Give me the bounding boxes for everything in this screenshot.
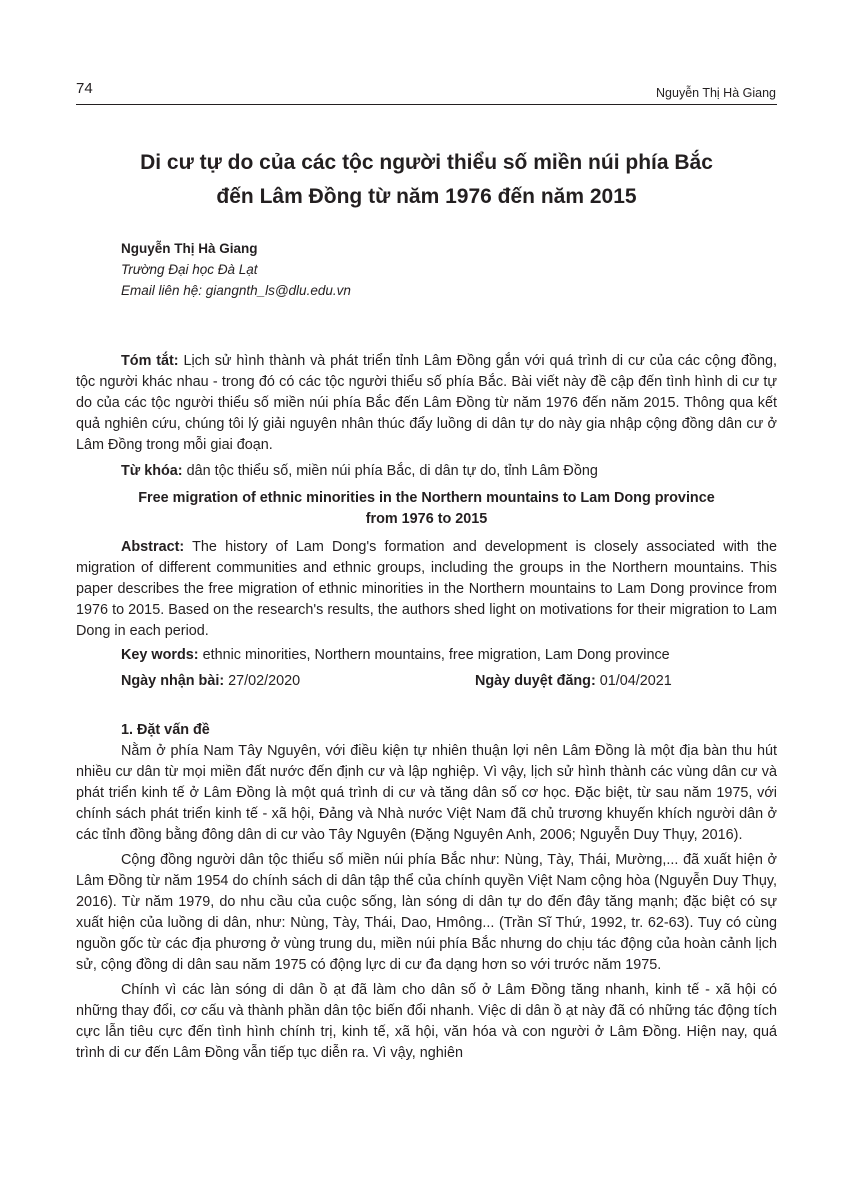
keywords-vi [121, 461, 777, 482]
section-paragraph: Nằm ở phía Nam Tây Nguyên, với điều kiện tự nhiên thuận lợi nên Lâm Đồng là một địa bàn thu hút nhiều cư dân từ mọi miền đất nước đến định cư và lập nghiệp. Vì vậy, lịch sử hình thành các vùng dân cư và phát triển kinh tế ở Lâm Đồng là một quá trình di cư và tăng dân số cơ học. Đặc biệt, từ sau năm 1975, với chính sách phát triển kinh tế - xã hội, Đảng và Nhà nước Việt Nam đã chủ trương khuyến khích người dân ở các tỉnh đồng bằng đông dân di cư vào Tây Nguyên (Đặng Nguyên Anh, 2006; Nguyễn Duy Thụy, 2016). [76, 743, 777, 843]
accepted-date [475, 671, 672, 692]
author-block [121, 238, 721, 301]
abstract-en [76, 537, 777, 642]
title-en-line-1: Free migration of ethnic minorities in the Northern mountains to Lam Dong province [138, 490, 715, 506]
header-rule [76, 104, 777, 105]
article-title-en [76, 488, 777, 530]
section-heading: 1. Đặt vấn đề [121, 722, 210, 738]
abstract-vi-label: Tóm tắt: [121, 353, 179, 369]
page-header [76, 80, 776, 104]
keywords-vi-text: dân tộc thiểu số, miền núi phía Bắc, di dân tự do, tỉnh Lâm Đồng [186, 463, 598, 479]
keywords-en [121, 645, 777, 666]
author-affiliation: Trường Đại học Đà Lạt [121, 262, 258, 277]
section-paragraph: Chính vì các làn sóng di dân ồ ạt đã làm cho dân số ở Lâm Đồng tăng nhanh, kinh tế - xã hội có những thay đổi, cơ cấu và thành phần dân tộc biến đổi nhanh. Việc di dân ồ ạt này đã có những tác động tích cực lẫn tiêu cực đến tình hình chính trị, kinh tế, xã hội, văn hóa và con người ở Lâm Đồng. Hiện nay, quá trình di cư đến Lâm Đồng vẫn tiếp tục diễn ra. Vì vậy, nghiên [76, 982, 777, 1061]
section-paragraph: Cộng đồng người dân tộc thiểu số miền núi phía Bắc như: Nùng, Tày, Thái, Mường,... đã xuất hiện ở Lâm Đồng từ năm 1954 do chính sách di dân tập thể của chính quyền Việt Nam cộng hòa (Nguyễn Duy Thụy, 2016). Từ năm 1979, do nhu cầu của cuộc sống, làn sóng di dân tự do đến đây tăng mạnh; đặc biệt có sự xuất hiện của luồng di dân, như: Nùng, Tày, Thái, Dao, Hmông... (Trần Sĩ Thứ, 1992, tr. 62-63). Tuy có cùng nguồn gốc từ các địa phương ở vùng trung du, miền núi phía Bắc nhưng do chịu tác động của hoàn cảnh lịch sử, cộng đồng di dân sau năm 1975 có động lực di cư đa dạng hơn so với trước năm 1975. [76, 852, 777, 973]
author-name: Nguyễn Thị Hà Giang [121, 241, 258, 256]
title-vi-line-2: đến Lâm Đồng từ năm 1976 đến năm 2015 [216, 185, 637, 208]
section-body [76, 741, 777, 1068]
abstract-en-label: Abstract: [121, 539, 185, 555]
keywords-en-label: Key words: [121, 647, 199, 663]
accepted-value: 01/04/2021 [599, 673, 672, 689]
abstract-vi [76, 351, 777, 456]
keywords-en-text: ethnic minorities, Northern mountains, free migration, Lam Dong province [202, 647, 670, 663]
keywords-vi-label: Từ khóa: [121, 463, 183, 479]
author-email: Email liên hệ: giangnth_ls@dlu.edu.vn [121, 283, 351, 298]
article-dates [121, 671, 777, 692]
abstract-vi-text: Lịch sử hình thành và phát triển tỉnh Lâm Đồng gắn với quá trình di cư của các cộng đồng, tộc người khác nhau - trong đó có các tộc người thiểu số phía Bắc. Bài viết này đề cập đến tình hình di cư tự do của các tộc người thiểu số miền núi phía Bắc đến Lâm Đồng từ năm 1976 đến năm 2015. Thông qua kết quả nghiên cứu, chúng tôi lý giải nguyên nhân thúc đẩy luồng di dân tự do này gia nhập cộng đồng dân cư ở Lâm Đồng trong mỗi giai đoạn. [76, 353, 777, 453]
article-title-vi [60, 146, 793, 214]
accepted-label: Ngày duyệt đăng: [475, 673, 596, 689]
title-vi-line-1: Di cư tự do của các tộc người thiểu số miền núi phía Bắc [140, 151, 713, 174]
page-number: 74 [76, 80, 93, 97]
abstract-en-text: The history of Lam Dong's formation and development is closely associated with the migration of different communities and ethnic groups, including the groups in the Northern mountains. This paper describes the free migration of ethnic minorities in the Northern mountains to Lam Dong province from 1976 to 2015. Based on the research's results, the authors shed light on motivations for their migration to Lam Dong in each period. [76, 539, 777, 639]
title-en-line-2: from 1976 to 2015 [365, 511, 488, 527]
received-value: 27/02/2020 [228, 673, 301, 689]
received-date [121, 671, 300, 692]
running-head: Nguyễn Thị Hà Giang [656, 86, 776, 100]
received-label: Ngày nhận bài: [121, 673, 225, 689]
